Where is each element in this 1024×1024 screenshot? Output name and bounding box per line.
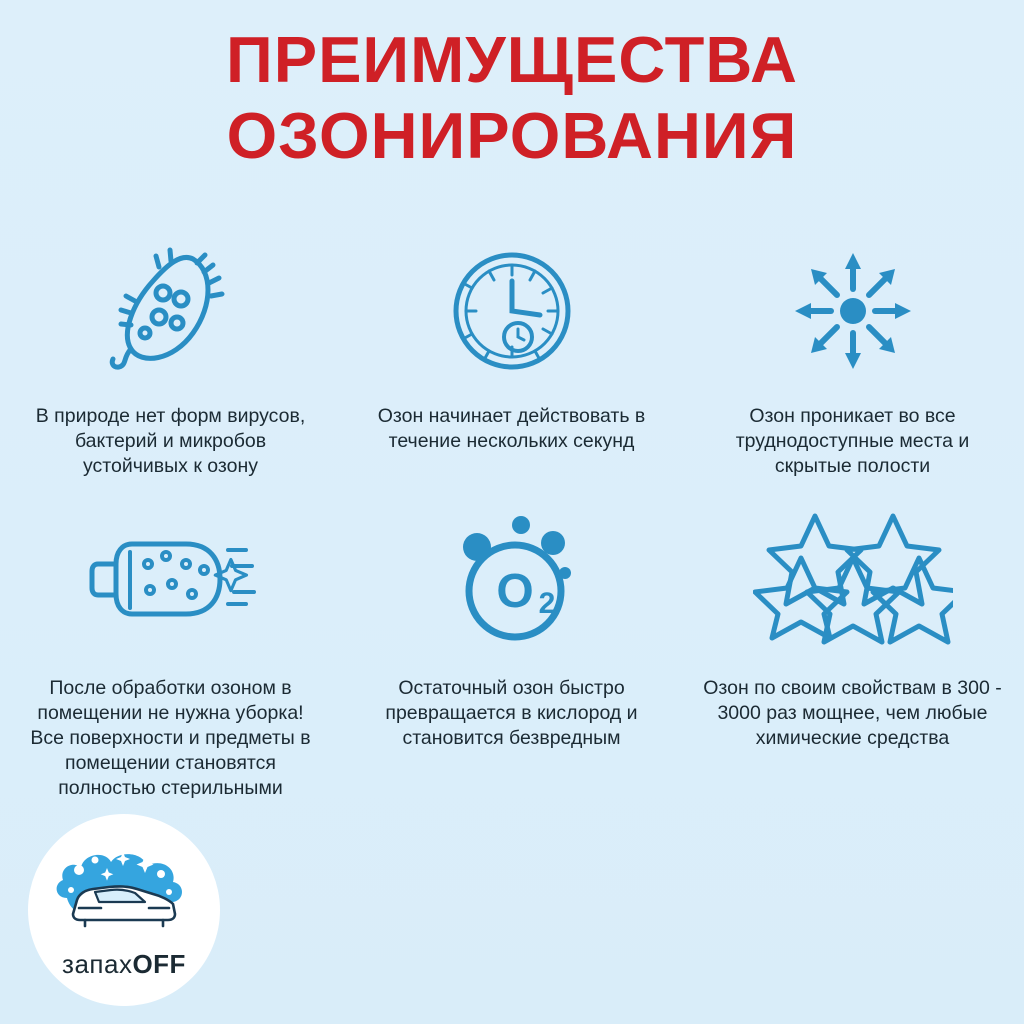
logo[interactable] [28, 814, 220, 1006]
title-line-2: ОЗОНИРОВАНИЯ [226, 99, 798, 172]
logo-text-bold: OFF [132, 949, 186, 979]
bacteria-icon [101, 236, 241, 386]
logo-text [62, 949, 186, 980]
benefit-item [682, 236, 1023, 498]
benefit-text: После обработки озоном в помещении не нужна уборка! Все поверхности и предметы в помещении становятся полностью стерильными [30, 677, 311, 799]
radiating-dot-icon [783, 236, 923, 386]
benefit-text: В природе нет форм вирусов, бактерий и микробов устойчивых к озону [35, 405, 306, 477]
benefit-item [0, 498, 341, 801]
benefits-grid [0, 236, 1024, 801]
benefit-text: Озон начинает действовать в течение нескольких секунд [377, 405, 646, 452]
title-line-1: ПРЕИМУЩЕСТВА [226, 23, 798, 96]
car-with-bubbles-icon [49, 840, 199, 945]
logo-text-light: запах [62, 949, 133, 979]
benefit-item [682, 498, 1023, 801]
svg-text:O: O [495, 565, 534, 618]
benefit-text: Озон проникает во все труднодоступные места и скрытые полости [735, 405, 970, 477]
o2-molecule-icon [437, 498, 587, 658]
benefit-item [341, 498, 682, 801]
benefit-text: Остаточный озон быстро превращается в кислород и становится безвредным [385, 677, 638, 749]
benefit-item [341, 236, 682, 498]
cleaning-sponge-icon [86, 498, 256, 658]
benefit-item [0, 236, 341, 498]
page-title [0, 22, 1024, 174]
clock-icon [442, 236, 582, 386]
svg-text:2: 2 [538, 587, 555, 620]
benefit-text: Озон по своим свойствам в 300 - 3000 раз мощнее, чем любые химические средства [703, 677, 1002, 749]
five-stars-icon [753, 498, 953, 658]
